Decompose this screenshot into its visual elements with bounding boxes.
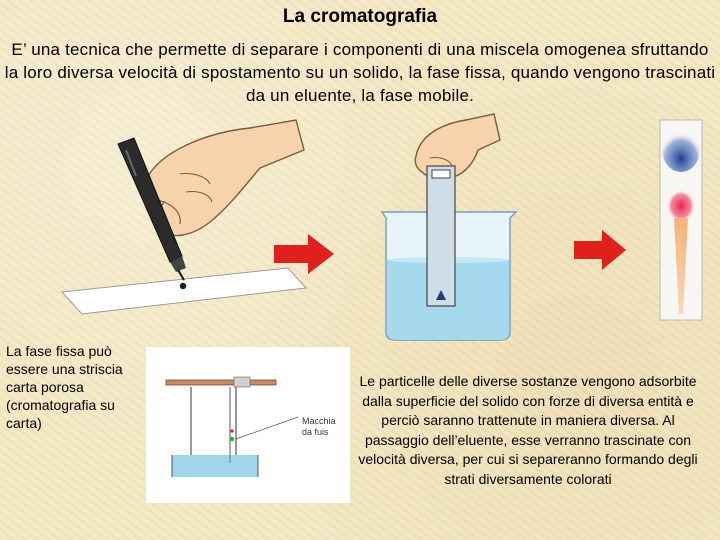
caption-separation: Le particelle delle diverse sostanze vengono adsorbite dalla superficie del solido con forze di diversa entità e perciò saranno trattenute in maniera diversa. Al passaggio dell’eluente, esse verranno trascinate con velocità diversa, per cui si separeranno formando degli strati diversamente colorati bbox=[358, 373, 698, 487]
eluent bbox=[172, 455, 258, 477]
support-rod bbox=[166, 380, 276, 385]
blue-band bbox=[662, 128, 700, 172]
apparatus-label: Macchia da fuis bbox=[302, 416, 336, 437]
leader-line bbox=[236, 417, 298, 439]
page-title: La cromatografia bbox=[282, 6, 438, 27]
caption-stationary-phase: La fase fissa può essere una striscia carta porosa (cromatografia su carta) bbox=[6, 343, 123, 431]
hand-shape bbox=[146, 120, 304, 236]
paper-strip bbox=[62, 268, 306, 314]
marker-hand-illustration bbox=[60, 110, 320, 330]
arrow-right-icon bbox=[572, 228, 628, 272]
intro-paragraph: E’ una tecnica che permette di separare i componenti di una miscela omogenea sfruttando la loro diversa velocità di spostamento su un solido, la fase fissa, quando vengono trascinati da un eluente, la fase mobile. bbox=[4, 40, 716, 105]
paper-strip bbox=[427, 166, 455, 306]
developed-strip-illustration bbox=[656, 118, 706, 324]
arrow-right-icon bbox=[272, 232, 336, 276]
sample-spot bbox=[180, 283, 186, 289]
beaker-illustration bbox=[370, 110, 530, 342]
sample-spot bbox=[230, 437, 234, 441]
red-band bbox=[668, 191, 694, 221]
